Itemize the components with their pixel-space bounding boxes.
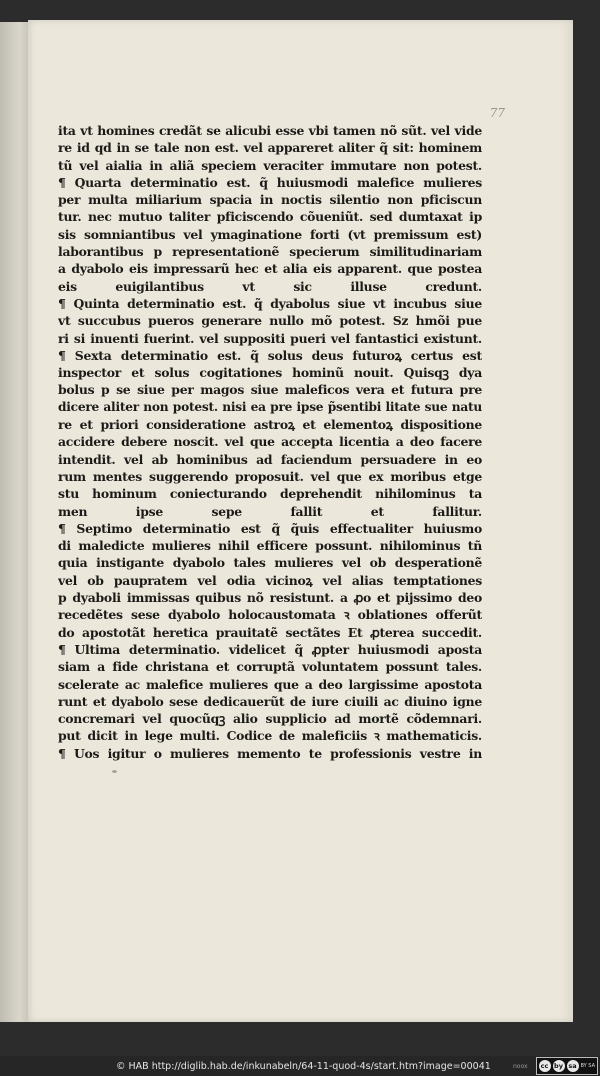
text-line: laborantibus p representationẽ specierum similitudinariam xyxy=(58,244,482,260)
footer-tiny-label: noox xyxy=(512,1062,528,1070)
license-label: BY SA xyxy=(580,1063,595,1069)
text-line: siam a fide christana et corruptã voluntatem possunt tales. xyxy=(58,659,482,675)
text-line: sis somniantibus vel ymaginatione forti (vt premissum est) xyxy=(58,226,482,242)
text-line: tũ vel aialia in aliã speciem veraciter immutare non potest. xyxy=(58,157,482,173)
text-line: runt et dyabolo sese dedicauerũt de iure ciuili ac diuino igne xyxy=(58,693,482,709)
book-page xyxy=(28,20,573,1022)
text-line: ri si inuenti fuerint. vel suppositi pueri vel fantastici existunt. xyxy=(58,330,482,346)
text-line: re et priori consideratione astroꝝ et elementoꝝ dispositione xyxy=(58,417,482,433)
text-line: intendit. vel ab hominibus ad faciendum persuadere in eo xyxy=(58,451,482,467)
text-line: ¶ Ultima determinatio. videlicet q̃ ꝓpter huiusmodi aposta xyxy=(58,641,482,657)
text-line: recedẽtes sese dyabolo holocaustomata ꝛ oblationes offerũt xyxy=(58,607,482,623)
text-line: inspector et solus cogitationes hominũ nouit. Quisqꝫ dya xyxy=(58,365,482,381)
cc-icon: cc xyxy=(539,1060,551,1072)
footer-bar xyxy=(0,1056,600,1076)
text-line: vt succubus pueros generare nullo mõ potest. Sz hmõi pue xyxy=(58,313,482,329)
text-line: bolus p se siue per magos siue maleficos vera et futura pre xyxy=(58,382,482,398)
text-line: eis euigilantibus vt sic illuse credunt. xyxy=(58,278,482,294)
previous-page-edge xyxy=(0,22,28,1022)
text-line: ¶ Uos igitur o mulieres memento te professionis vestre in xyxy=(58,745,482,761)
text-line: do apostotãt heretica prauitatẽ sectãtes Et ꝓterea succedit. xyxy=(58,624,482,640)
text-line: per multa miliarium spacia in noctis silentio non pficiscun xyxy=(58,192,482,208)
text-line: vel ob paupratem vel odia vicinoꝝ vel alias temptationes xyxy=(58,572,482,588)
sa-icon: sa xyxy=(568,1062,577,1070)
text-line: put dicit in lege multi. Codice de maleficiis ꝛ mathematicis. xyxy=(58,728,482,744)
by-icon: by xyxy=(554,1062,563,1070)
license-badge[interactable] xyxy=(536,1057,599,1075)
text-line: concremari vel quocũqꝫ alio supplicio ad mortẽ cõdemnari. xyxy=(58,711,482,727)
text-line: accidere debere noscit. vel que accepta licentia a deo facere xyxy=(58,434,482,450)
text-line: ¶ Quinta determinatio est. q̃ dyabolus siue vt incubus siue xyxy=(58,295,482,311)
text-line: quia instigante dyabolo tales mulieres vel ob desperationẽ xyxy=(58,555,482,571)
copyright-credit[interactable]: © HAB http://diglib.hab.de/inkunabeln/64-11-quod-4s/start.htm?image=00041 xyxy=(116,1060,491,1072)
text-line: ¶ Quarta determinatio est. q̃ huiusmodi malefice mulieres xyxy=(58,174,482,190)
text-line: re id qd in se tale non est. vel appareret aliter q̃ sit: hominem xyxy=(58,140,482,156)
folio-number: 77 xyxy=(489,106,505,120)
text-line: rum mentes suggerendo proposuit. vel que ex moribus etge xyxy=(58,468,482,484)
text-line: di maledicte mulieres nihil efficere possunt. nihilominus tñ xyxy=(58,538,482,554)
page-text xyxy=(58,122,482,762)
text-line: stu hominum coniecturando deprehendit nihilominus ta xyxy=(58,486,482,502)
text-line: a dyabolo eis impressarũ hec et alia eis apparent. que postea xyxy=(58,261,482,277)
text-line: men ipse sepe fallit et fallitur. xyxy=(58,503,482,519)
text-line: tur. nec mutuo taliter pficiscendo cõueniũt. sed dumtaxat ip xyxy=(58,209,482,225)
text-line: p dyaboli immissas quibus nõ resistunt. a ꝓo et pijssimo deo xyxy=(58,590,482,606)
paper-speck xyxy=(112,770,117,773)
text-line: ¶ Septimo determinatio est q̃ q̃uis effectualiter huiusmo xyxy=(58,520,482,536)
text-line: dicere aliter non potest. nisi ea pre ipse p̃sentibi litate sue natu xyxy=(58,399,482,414)
text-line: ita vt homines credãt se alicubi esse vbi tamen nõ sũt. vel vide xyxy=(58,123,482,138)
text-line: ¶ Sexta determinatio est. q̃ solus deus futuroꝝ certus est xyxy=(58,347,482,363)
text-line: scelerate ac malefice mulieres que a deo largissime apostota xyxy=(58,676,482,692)
